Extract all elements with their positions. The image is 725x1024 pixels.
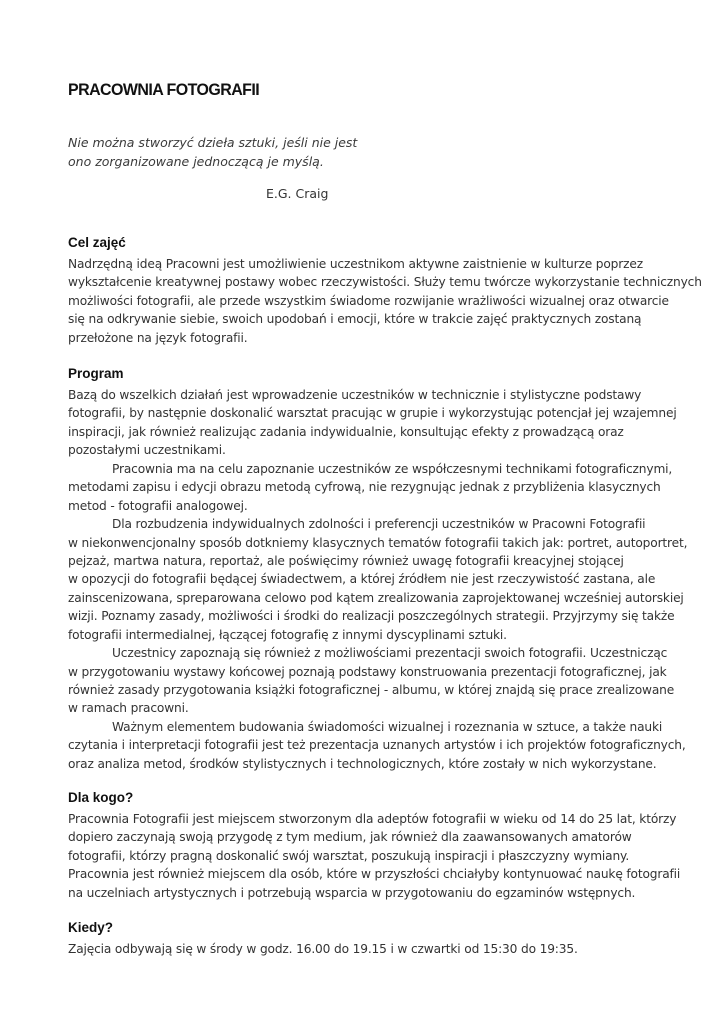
- quote-line: ono zorganizowane jednoczącą je myślą.: [68, 154, 324, 169]
- section-heading-kiedy: Kiedy?: [68, 920, 114, 935]
- quote-author: E.G. Craig: [266, 186, 329, 201]
- text-line: przełożone na język fotografii.: [68, 330, 248, 345]
- text-line: w ramach pracowni.: [68, 701, 189, 716]
- text-line: czytania i interpretacji fotografii jest też prezentacja uznanych artystów i ich projektów fotograficznych,: [68, 738, 686, 753]
- page-title: PRACOWNIA FOTOGRAFII: [68, 80, 260, 99]
- text-line: Pracownia ma na celu zapoznanie uczestników ze współczesnymi technikami fotograficznymi,: [112, 461, 673, 476]
- text-line: na uczelniach artystycznych i potrzebują wsparcia w przygotowaniu do egzaminów wstępnych.: [68, 885, 636, 900]
- quote-line: Nie można stworzyć dzieła sztuki, jeśli nie jest: [68, 135, 358, 150]
- text-line: fotografii, by następnie doskonalić warsztat pracując w grupie i wykorzystując potencjał jej wzajemnej: [68, 406, 677, 421]
- section-body-cel: [68, 255, 702, 347]
- section-body-kiedy: [68, 940, 648, 958]
- text-line: możliwości fotografii, ale przede wszystkim świadome rozwijanie wrażliwości wizualnej oraz otwarcie: [68, 293, 669, 308]
- text-line: Pracownia jest również miejscem dla osób, które w przyszłości chciałyby kontynuować naukę fotografii: [68, 867, 681, 882]
- epigraph-quote: [68, 133, 368, 171]
- text-line: pejzaż, martwa natura, reportaż, ale poświęcimy również uwagę fotografii kreacyjnej stojącej: [68, 553, 624, 568]
- section-heading-program: Program: [68, 366, 124, 381]
- text-line: pozostałymi uczestnikami.: [68, 443, 226, 458]
- text-line: fotografii, którzy pragną doskonalić swój warsztat, poszukują inspiracji i płaszczyzny wymiany.: [68, 848, 630, 863]
- text-line: Uczestnicy zapoznają się również z możliwościami prezentacji swoich fotografii. Uczestnicząc: [112, 646, 668, 661]
- text-line: Bazą do wszelkich działań jest wprowadzenie uczestników w technicznie i stylistyczne podstawy: [68, 388, 642, 402]
- text-line: Nadrzędną ideą Pracowni jest umożliwienie uczestnikom aktywne zaistnienie w kulturze poprzez: [68, 257, 643, 271]
- text-line: Zajęcia odbywają się w środy w godz. 16.00 do 19.15 i w czwartki od 15:30 do 19:35.: [68, 942, 578, 956]
- text-line: zainscenizowana, spreparowana celowo pod kątem zrealizowania zaprojektowanej wcześniej autorskiej: [68, 590, 684, 605]
- text-line: fotografii intermedialnej, łączącej fotografię z innymi dyscyplinami sztuki.: [68, 627, 507, 642]
- section-heading-dla-kogo: Dla kogo?: [68, 790, 134, 805]
- text-line: oraz analiza metod, środków stylistycznych i technologicznych, które zostały w nich wykorzystane.: [68, 756, 657, 771]
- section-body-dla-kogo: [68, 810, 681, 902]
- text-line: w opozycji do fotografii będącej świadectwem, a której źródłem nie jest rzeczywistość zastana, ale: [68, 572, 656, 587]
- text-line: metod - fotografii analogowej.: [68, 498, 248, 513]
- section-heading-cel: Cel zajęć: [68, 235, 126, 250]
- text-line: metodami zapisu i edycji obrazu metodą cyfrową, nie rezygnując jednak z przybliżenia klasycznych: [68, 480, 661, 495]
- text-line: się na odkrywanie siebie, swoich upodobań i emocji, które w trakcie zajęć praktycznych zostaną: [68, 312, 642, 327]
- text-line: wykształcenie kreatywnej postawy wobec rzeczywistości. Służy temu twórcze wykorzystanie technicznych: [68, 275, 702, 290]
- text-line: w niekonwencjonalny sposób dotkniemy klasycznych tematów fotografii takich jak: portret, autoportret,: [68, 535, 688, 550]
- text-line: dopiero zaczynają swoją przygodę z tym medium, jak również dla zaawansowanych amatorów: [68, 830, 632, 845]
- text-line: inspiracji, jak również realizując zadania indywidualnie, konsultując efekty z prowadzącą oraz: [68, 424, 624, 439]
- text-line: wizji. Poznamy zasady, możliwości i środki do realizacji poszczególnych strategii. Przyjrzymy się także: [68, 609, 675, 624]
- text-line: w przygotowaniu wystawy końcowej poznają podstawy konstruowania prezentacji fotograficznej, jak: [68, 664, 667, 679]
- text-line: również zasady przygotowania książki fotograficznej - albumu, w której znajdą się prace zrealizowane: [68, 683, 675, 697]
- text-line: Pracownia Fotografii jest miejscem stworzonym dla adeptów fotografii w wieku od 14 do 25 lat, którzy: [68, 812, 677, 826]
- text-line: Dla rozbudzenia indywidualnych zdolności i preferencji uczestników w Pracowni Fotografii: [112, 517, 646, 532]
- text-line: Ważnym elementem budowania świadomości wizualnej i rozeznania w sztuce, a także nauki: [112, 719, 663, 734]
- section-body-program: [68, 386, 688, 773]
